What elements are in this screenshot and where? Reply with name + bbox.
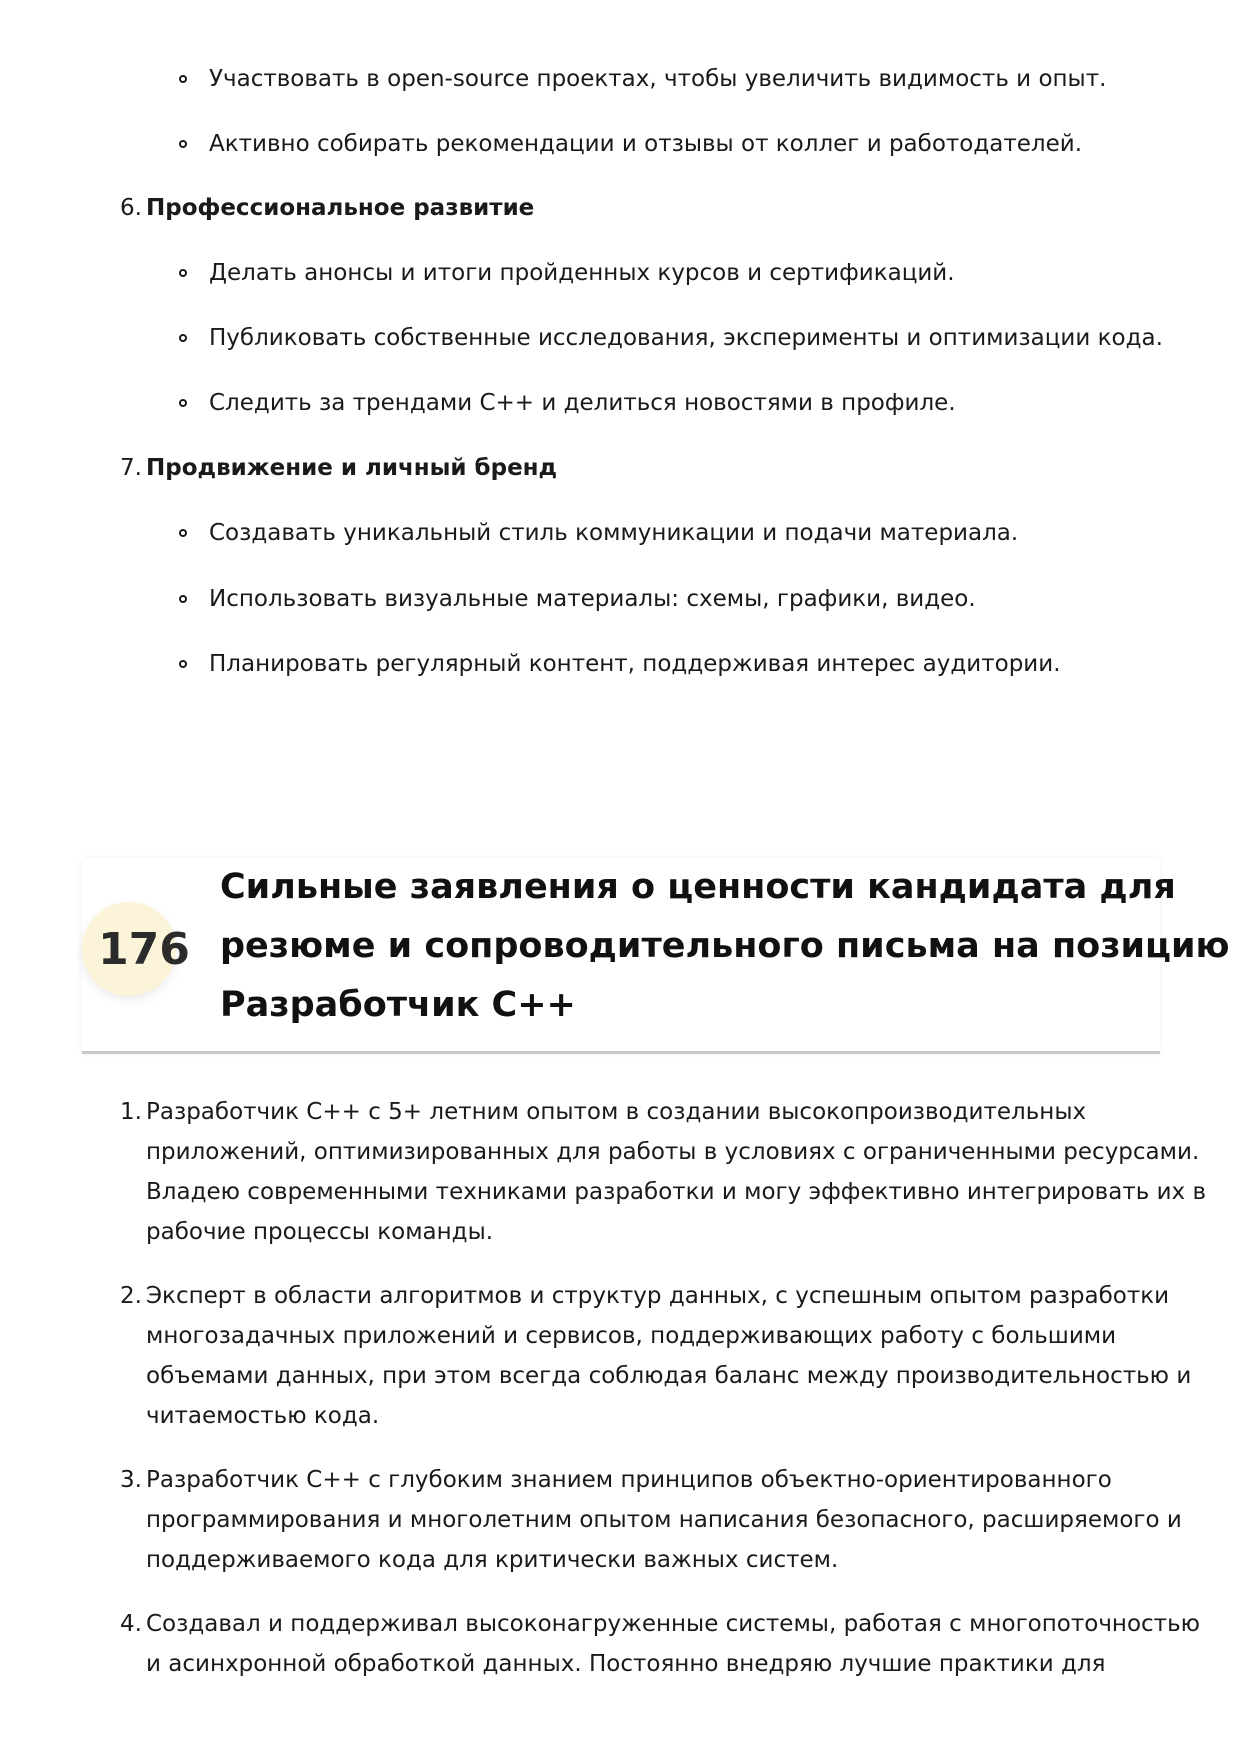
section-number: 7. xyxy=(120,455,142,481)
bullet-circle-icon xyxy=(179,140,187,148)
statement-number: 1. xyxy=(120,1099,142,1125)
statement-line: Разработчик C++ с 5+ летним опытом в создании высокопроизводительных xyxy=(146,1099,1087,1125)
statement-number: 3. xyxy=(120,1467,142,1493)
statement-line: и асинхронной обработкой данных. Постоянно внедряю лучшие практики для xyxy=(146,1651,1106,1677)
statement-line: рабочие процессы команды. xyxy=(146,1219,494,1245)
statement-line: Разработчик C++ с глубоким знанием принципов объектно-ориентированного xyxy=(146,1467,1112,1493)
bullet-text: Создавать уникальный стиль коммуникации и подачи материала. xyxy=(209,520,1019,546)
bullet-circle-icon xyxy=(179,595,187,603)
bullet-circle-icon xyxy=(179,529,187,537)
chapter-heading xyxy=(82,858,1230,1054)
section-title: Профессиональное развитие xyxy=(146,195,535,221)
statement-line: приложений, оптимизированных для работы в условиях с ограниченными ресурсами. xyxy=(146,1139,1200,1165)
statement-line: читаемостью кода. xyxy=(146,1403,380,1429)
chapter-title-line: Сильные заявления о ценности кандидата для xyxy=(220,867,1176,907)
section-number: 6. xyxy=(120,195,142,221)
statement-number: 4. xyxy=(120,1611,142,1637)
bullet-text: Использовать визуальные материалы: схемы, графики, видео. xyxy=(209,586,976,612)
statement-text xyxy=(146,1276,1192,1436)
statement-text xyxy=(146,1604,1200,1684)
chapter-number: 176 xyxy=(98,924,190,975)
bullet-text: Делать анонсы и итоги пройденных курсов и сертификаций. xyxy=(209,260,955,286)
bullet-text: Планировать регулярный контент, поддерживая интерес аудитории. xyxy=(209,651,1061,677)
section-heading xyxy=(120,193,534,223)
bullet-circle-icon xyxy=(179,660,187,668)
chapter-title xyxy=(220,858,1230,1035)
section-heading xyxy=(120,453,557,483)
bullet-circle-icon xyxy=(179,334,187,342)
chapter-title-line: резюме и сопроводительного письма на позицию xyxy=(220,926,1230,966)
bullet-text: Активно собирать рекомендации и отзывы от коллег и работодателей. xyxy=(209,131,1083,157)
statement-line: Создавал и поддерживал высоконагруженные системы, работая с многопоточностью xyxy=(146,1611,1200,1637)
chapter-title-line: Разработчик C++ xyxy=(220,985,576,1025)
bullet-circle-icon xyxy=(179,75,187,83)
statement-line: объемами данных, при этом всегда соблюдая баланс между производительностью и xyxy=(146,1363,1192,1389)
statement-line: Владею современными техниками разработки и могу эффективно интегрировать их в xyxy=(146,1179,1207,1205)
section-title: Продвижение и личный бренд xyxy=(146,455,558,481)
statement-line: поддерживаемого кода для критически важных систем. xyxy=(146,1547,839,1573)
bullet-text: Участвовать в open-source проектах, чтобы увеличить видимость и опыт. xyxy=(209,66,1107,92)
statement-line: программирования и многолетним опытом написания безопасного, расширяемого и xyxy=(146,1507,1182,1533)
statement-text xyxy=(146,1460,1182,1580)
statement-number: 2. xyxy=(120,1283,142,1309)
bullet-text: Публиковать собственные исследования, эксперименты и оптимизации кода. xyxy=(209,325,1163,351)
bullet-circle-icon xyxy=(179,399,187,407)
statement-line: Эксперт в области алгоритмов и структур данных, с успешным опытом разработки xyxy=(146,1283,1170,1309)
bullet-text: Следить за трендами C++ и делиться новостями в профиле. xyxy=(209,390,956,416)
statement-text xyxy=(146,1092,1207,1252)
statement-line: многозадачных приложений и сервисов, поддерживающих работу с большими xyxy=(146,1323,1117,1349)
bullet-circle-icon xyxy=(179,269,187,277)
